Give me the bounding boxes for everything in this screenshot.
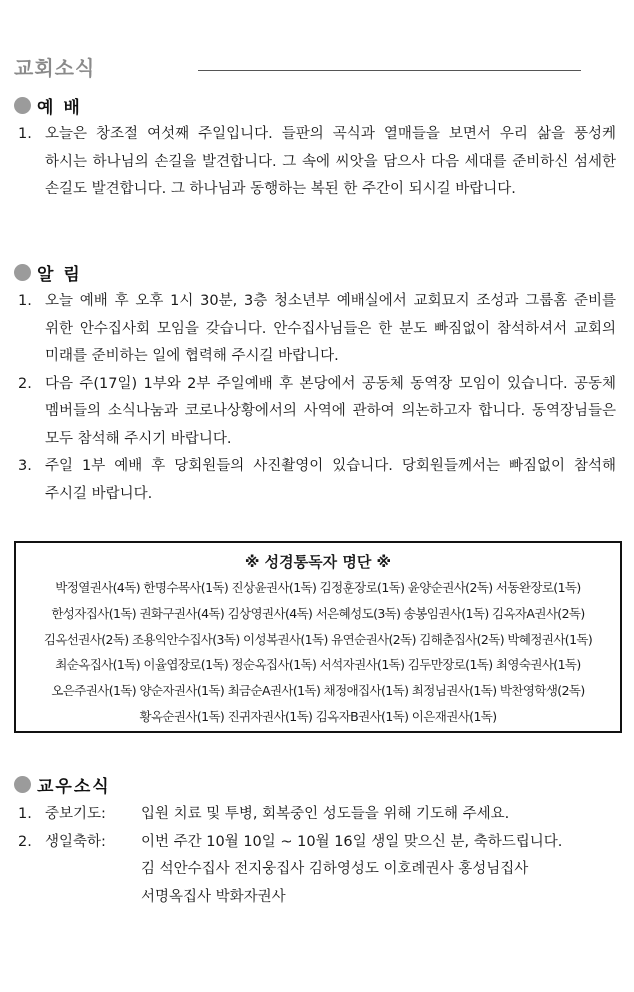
roster-title: ※ 성경통독자 명단 ※	[244, 553, 392, 571]
news-list	[18, 801, 616, 911]
roster-line: 오은주권사(1독) 양순자권사(1독) 최금순A권사(1독) 채정애집사(1독) 최정님권사(1독) 박찬영학생(2독)	[51, 683, 585, 699]
page-header	[14, 52, 594, 82]
news-title: 교우소식	[37, 776, 111, 797]
worship-title: 예 배	[37, 97, 82, 118]
roster-line: 박정열권사(4독) 한명수목사(1독) 진상윤권사(1독) 김정훈장로(1독) 윤양순권사(2독) 서동완장로(1독)	[55, 580, 581, 595]
item-text: 이번 주간 10월 10일 ~ 10월 16일 생일 맞으신 분, 축하드립니다.	[141, 833, 563, 850]
item-text: 오늘 예배 후 오후 1시 30분, 3층 청소년부 예배실에서 교회묘지 조성과 그룹홈 준비를 위한 안수집사회 모임을 갖습니다. 안수집사님들은 한 분도 빠짐없이 참석하셔서 교회의 미래를 준비하는 일에 협력해 주시길 바랍니다.	[45, 293, 616, 364]
item-text: 오늘은 창조절 여섯째 주일입니다. 들판의 곡식과 열매들을 보면서 우리 삶을 풍성케 하시는 하나님의 손길을 발견합니다. 그 속에 씨앗을 담으사 다음 세대를 준비하신 섬세한 손길도 발견합니다. 그 하나님과 동행하는 복된 한 주간이 되시길 바랍니다.	[45, 126, 616, 197]
list-item	[18, 288, 616, 371]
item-number: 2.	[18, 375, 32, 392]
item-text: 주일 1부 예배 후 당회원들의 사진촬영이 있습니다. 당회원들께서는 빠짐없이 참석해 주시길 바랍니다.	[45, 458, 616, 502]
list-item	[18, 371, 616, 454]
item-text: 입원 치료 및 투병, 회복중인 성도들을 위해 기도해 주세요.	[141, 806, 510, 822]
roster-line: 최순옥집사(1독) 이율엽장로(1독) 정순옥집사(1독) 서석자권사(1독) 김두만장로(1독) 최영숙권사(1독)	[55, 657, 581, 673]
circle-bullet-icon	[14, 776, 31, 793]
header-divider	[198, 70, 581, 71]
item-text: 다음 주(17일) 1부와 2부 주일예배 후 본당에서 공동체 동역장 모임이 있습니다. 공동체 멤버들의 소식나눔과 코로나상황에서의 사역에 관하여 의논하고자 합니다. 동역장님들은 모두 참석해 주시기 바랍니다.	[45, 375, 616, 447]
item-number: 2.	[18, 833, 32, 850]
notices-heading	[14, 260, 82, 284]
birthday-names-line: 김 석안수집사 전지웅집사 김하영성도 이호례권사 홍성님집사	[141, 861, 529, 877]
worship-list	[18, 121, 616, 204]
circle-bullet-icon	[14, 97, 31, 114]
bible-reading-roster	[14, 541, 622, 733]
notices-list	[18, 288, 616, 508]
item-number: 1.	[18, 806, 32, 822]
list-item	[18, 121, 616, 204]
roster-line: 황옥순권사(1독) 진귀자권사(1독) 김옥자B권사(1독) 이은재권사(1독)	[139, 708, 497, 724]
worship-heading	[14, 93, 82, 117]
item-number: 1.	[18, 126, 32, 142]
roster-line: 한성자집사(1독) 권화구권사(4독) 김상영권사(4독) 서은혜성도(3독) 송봉임권사(1독) 김옥자A권사(2독)	[51, 605, 585, 621]
list-item	[18, 829, 616, 857]
circle-bullet-icon	[14, 264, 31, 281]
item-number: 1.	[18, 293, 32, 309]
list-item	[18, 801, 616, 829]
item-label: 중보기도:	[45, 806, 106, 822]
birthday-names-line: 서명옥집사 박화자권사	[141, 888, 286, 905]
roster-line: 김옥선권사(2독) 조용익안수집사(3독) 이성복권사(1독) 유연순권사(2독) 김해춘집사(2독) 박혜정권사(1독)	[43, 631, 593, 647]
news-heading	[14, 772, 111, 796]
notices-title: 알 림	[37, 264, 82, 285]
list-item	[18, 453, 616, 508]
item-label: 생일축하:	[45, 833, 106, 850]
item-number: 3.	[18, 458, 32, 474]
page-title: 교회소식	[14, 56, 96, 80]
